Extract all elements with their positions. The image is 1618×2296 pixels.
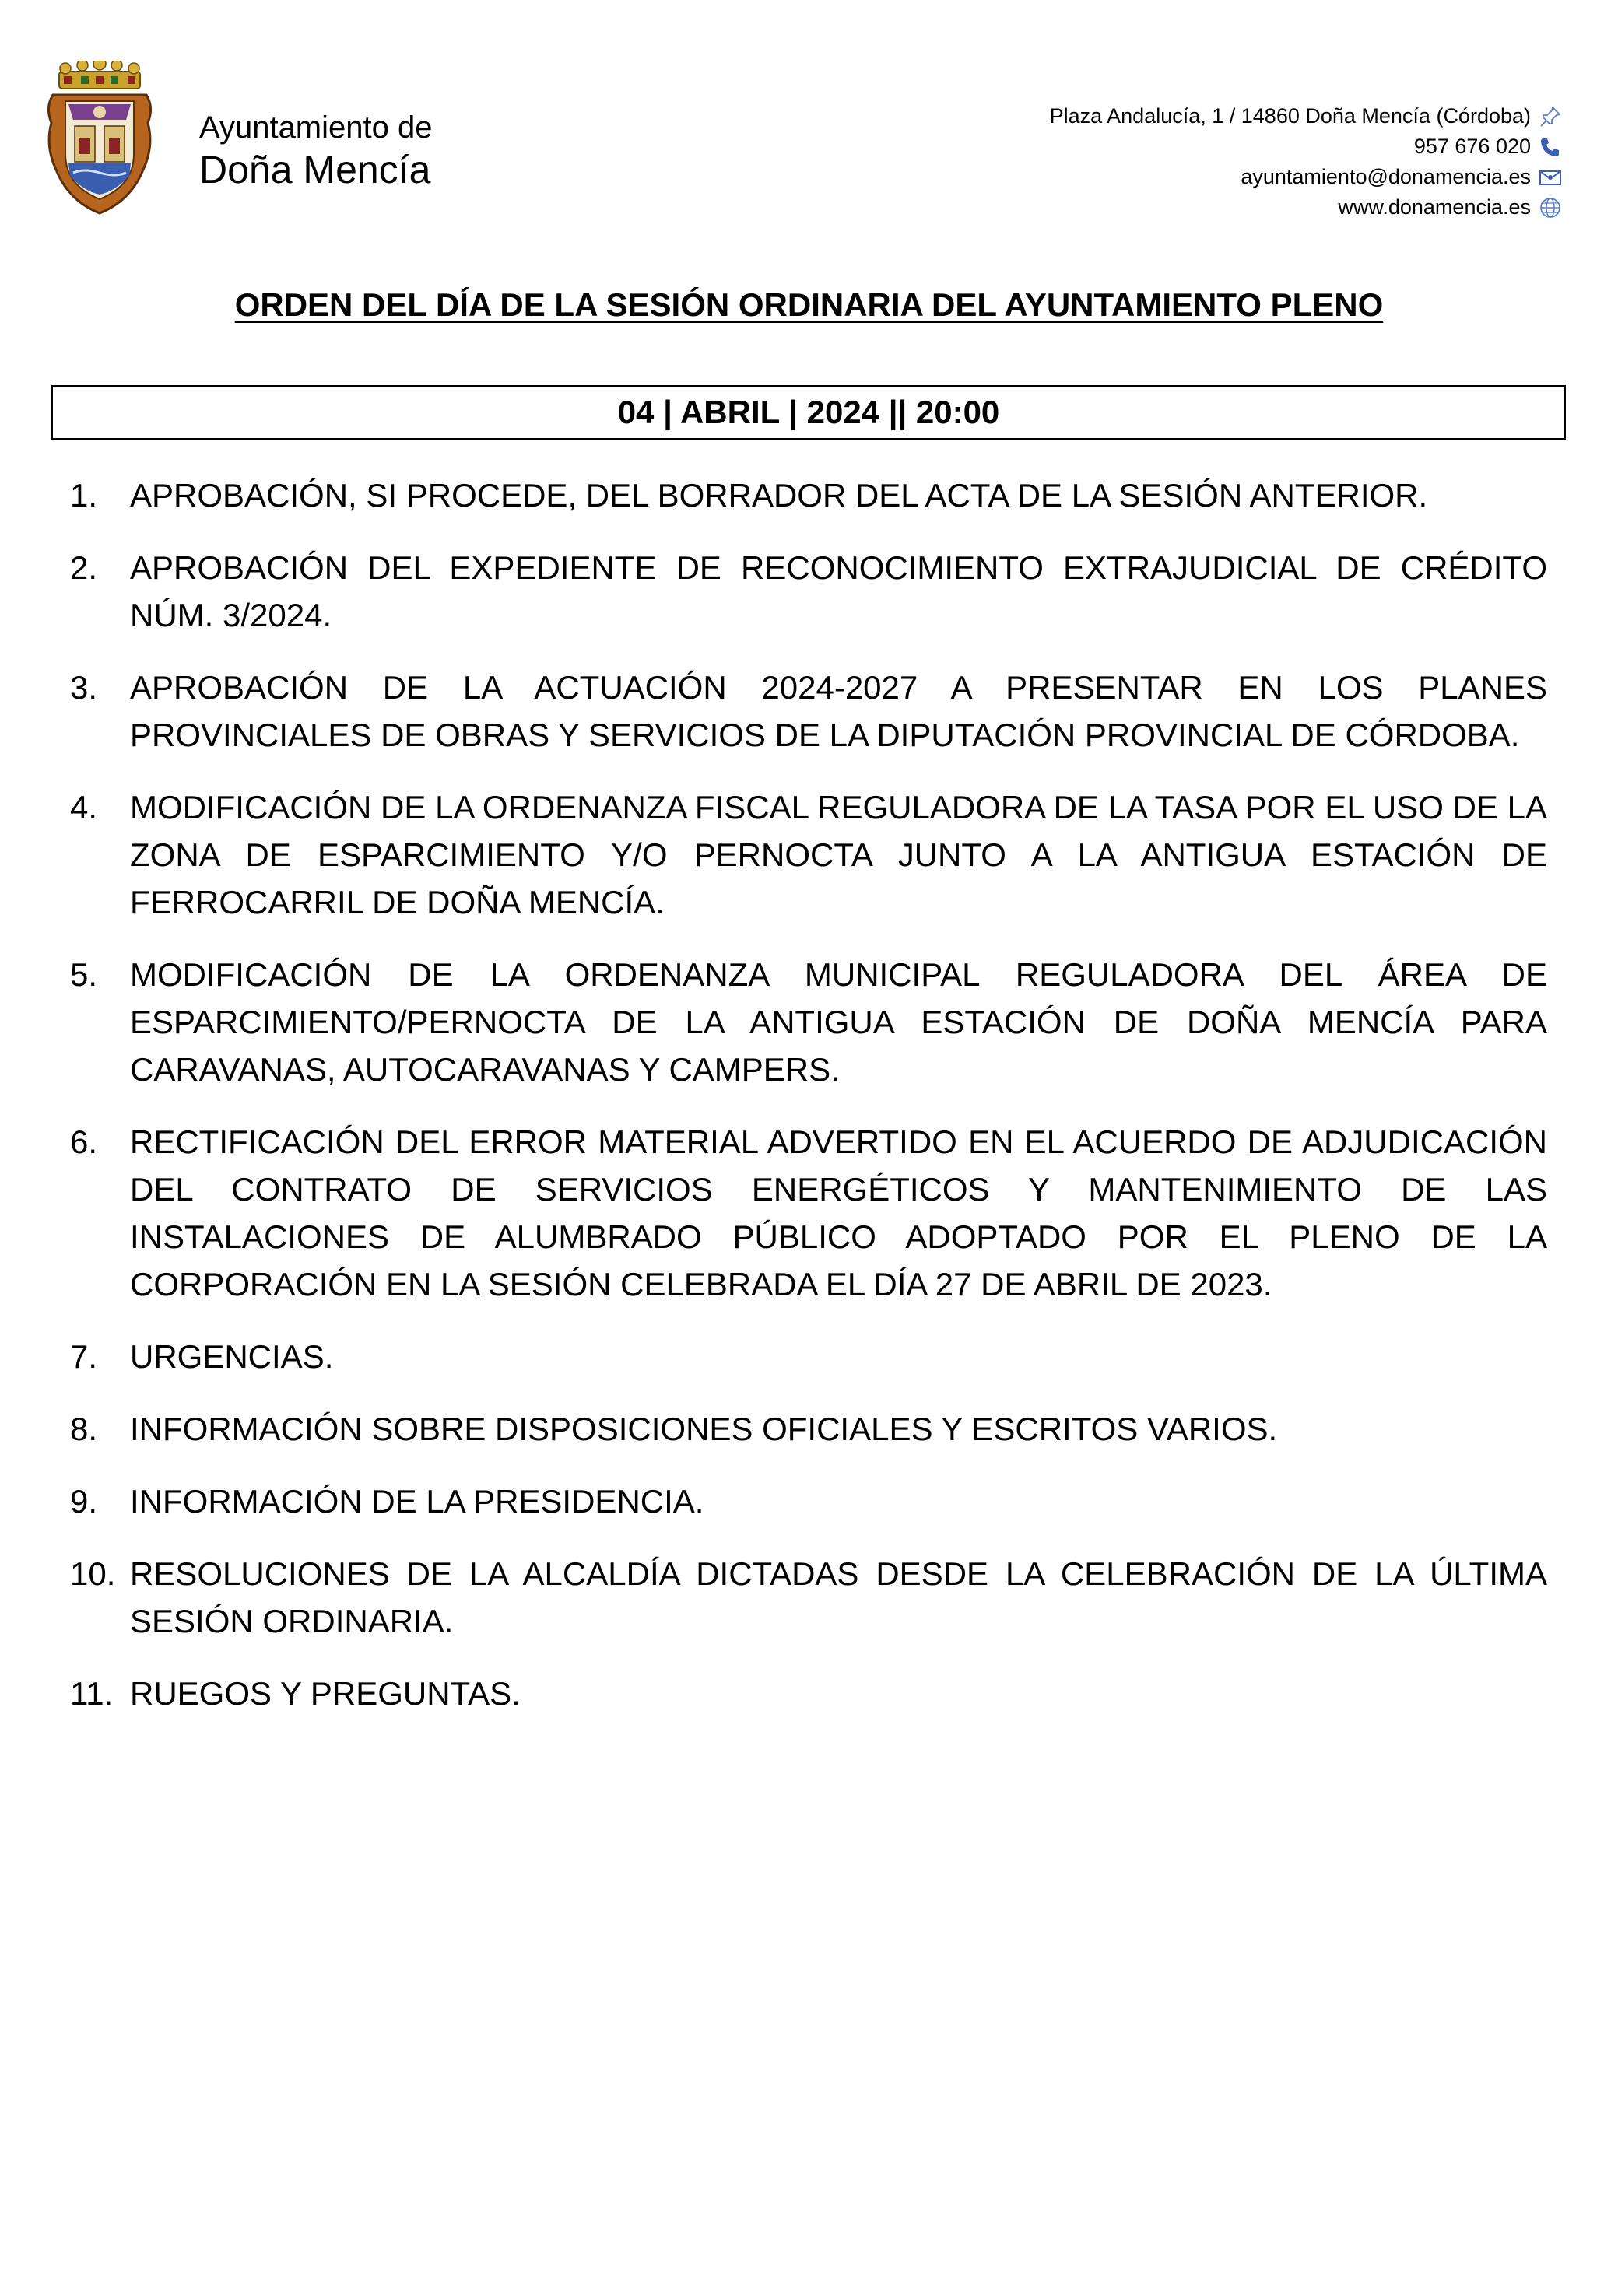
agenda-item-text: APROBACIÓN DE LA ACTUACIÓN 2024-2027 A PRESENTAR EN LOS PLANES PROVINCIALES DE OBRAS Y SERVICIOS DE LA DIPUTACIÓN PROVINCIAL DE CÓRDOBA. [130,669,1547,753]
contact-phone-row [1050,131,1562,162]
agenda-item [70,1670,1547,1717]
agenda-item-text: RECTIFICACIÓN DEL ERROR MATERIAL ADVERTIDO EN EL ACUERDO DE ADJUDICACIÓN DEL CONTRATO DE SERVICIOS ENERGÉTICOS Y MANTENIMIENTO DE LAS INSTALACIONES DE ALUMBRADO PÚBLICO ADOPTADO POR EL PLENO DE LA CORPORACIÓN EN LA SESIÓN CELEBRADA EL DÍA 27 DE ABRIL DE 2023. [130,1123,1547,1302]
agenda-item [70,1405,1547,1453]
globe-icon [1539,196,1562,219]
contact-web: www.donamencia.es [1338,195,1531,219]
agenda-item [70,1478,1547,1525]
agenda-item [70,1550,1547,1645]
agenda-item [70,544,1547,639]
agenda-item-text: MODIFICACIÓN DE LA ORDENANZA MUNICIPAL REGULADORA DEL ÁREA DE ESPARCIMIENTO/PERNOCTA DE LA ANTIGUA ESTACIÓN DE DOÑA MENCÍA PARA CARAVANAS, AUTOCARAVANAS Y CAMPERS. [130,956,1547,1088]
agenda-item-text: RUEGOS Y PREGUNTAS. [130,1675,521,1712]
agenda-item-number: 5. [70,956,98,993]
contact-email: ayuntamiento@donamencia.es [1241,165,1531,188]
agenda-item-number: 6. [70,1123,98,1160]
contact-email-row [1050,162,1562,192]
contact-address: Plaza Andalucía, 1 / 14860 Doña Mencía (Córdoba) [1049,104,1531,128]
agenda-item-number: 2. [70,549,98,586]
agenda-item-text: APROBACIÓN, SI PROCEDE, DEL BORRADOR DEL ACTA DE LA SESIÓN ANTERIOR. [130,477,1428,514]
contact-phone: 957 676 020 [1413,135,1531,158]
envelope-icon [1539,166,1562,189]
organization-name-line2: Doña Mencía [199,148,431,191]
agenda-item-text: INFORMACIÓN SOBRE DISPOSICIONES OFICIALES Y ESCRITOS VARIOS. [130,1411,1278,1447]
agenda-item-number: 10. [70,1555,116,1592]
agenda-item-number: 8. [70,1411,98,1447]
contact-web-row [1050,192,1562,223]
agenda-list [70,471,1547,1742]
agenda-item [70,951,1547,1093]
agenda-item [70,664,1547,759]
agenda-item-number: 9. [70,1483,98,1520]
phone-icon [1539,135,1562,159]
agenda-item-text: RESOLUCIONES DE LA ALCALDÍA DICTADAS DESDE LA CELEBRACIÓN DE LA ÚLTIMA SESIÓN ORDINARIA. [130,1555,1547,1639]
organization-name [199,109,432,193]
contact-info [1050,101,1562,223]
organization-name-line1: Ayuntamiento de [199,110,433,145]
agenda-item [70,1333,1547,1380]
agenda-item-text: APROBACIÓN DEL EXPEDIENTE DE RECONOCIMIENTO EXTRAJUDICIAL DE CRÉDITO NÚM. 3/2024. [130,549,1547,633]
agenda-item-number: 7. [70,1338,98,1375]
municipal-crest-logo [45,61,154,216]
document-title-text: ORDEN DEL DÍA DE LA SESIÓN ORDINARIA DEL AYUNTAMIENTO PLENO [234,286,1384,323]
agenda-item [70,471,1547,519]
session-datetime-box [51,385,1566,440]
agenda-item-number: 11. [70,1675,114,1712]
document-title [0,285,1618,325]
agenda-item [70,1118,1547,1308]
contact-address-row [1050,101,1562,131]
agenda-item-number: 4. [70,789,98,826]
agenda-item-text: MODIFICACIÓN DE LA ORDENANZA FISCAL REGULADORA DE LA TASA POR EL USO DE LA ZONA DE ESPARCIMIENTO Y/O PERNOCTA JUNTO A LA ANTIGUA ESTACIÓN DE FERROCARRIL DE DOÑA MENCÍA. [130,789,1547,920]
agenda-item-text: INFORMACIÓN DE LA PRESIDENCIA. [130,1483,704,1520]
agenda-item-number: 1. [70,477,98,514]
agenda-item-text: URGENCIAS. [130,1338,334,1375]
pushpin-icon [1539,105,1562,128]
session-datetime: 04 | ABRIL | 2024 || 20:00 [617,394,1000,430]
agenda-item-number: 3. [70,669,98,706]
agenda-item [70,783,1547,926]
